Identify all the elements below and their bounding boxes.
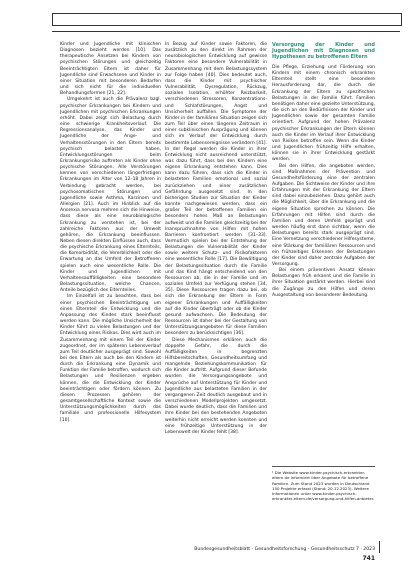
footer-divider <box>379 541 380 553</box>
paragraph: Diese Mechanismen erklären auch die doppelte Gefahr, die durch die Auffälligkeiten in begrenzten Hilfsbereitschaften, Gesundheitsumfang und mangelnde Beziehungskommunikation für die Kinder auftritt. Aufgrund dieser Befunde wurden die Versorgungsangebote und Ansprüche auf Unterstützung für Kinder und Jugendliche aus belasteten Familien in der vergangenen Zeit deutlich ausgebaut und in verschiedenen Modellprojekten umgesetzt. Dabei wurde deutlich, dass die Familien und ihre Kinder bei den bestehenden Angeboten weiterhin nicht erreicht werden konnten und eine frühzeitige Unterstützung in der Lebenswelt der Kinder fehlt [38]. <box>165 337 267 435</box>
paragraph: Bei einem präventiven Ansatz können Belastungen früh erkannt und die Familie in ihrer Situation gestärkt werden. Hierbei sind die Zugänge zu den Hilfen und deren Ausgestaltung von besonderer Bedeutung. <box>272 268 375 298</box>
paragraph: Bei den Hilfen, die angeboten werden, sind Maßnahmen der Prävention und Gesundheitsförderung eine der zentralen Aufgaben. Die Sichtweise der Kinder und ihre Erfahrungen mit der Erkrankung der Eltern sind dabei einzubeziehen. Dazu gehört auch die Möglichkeit, über die Erkrankung und die eigene Situation sprechen zu können. Die Erfahrungen mit Hilfen sind durch die Familien und deren Umfeld geprägt und werden häufig erst dann sichtbar, wenn die Belastungen bereits stark ausgeprägt sind. Eine Vernetzung verschiedener Hilfesysteme, eine Stärkung der familiären Ressourcen und ein frühzeitiges Erkennen der Belastungen der Kinder sind daher zentrale Aufgaben der Versorgung. <box>272 163 375 267</box>
section-heading: Versorgung der Kinder und Jugendlichen mit Diagnosen und Hypothesen zu betroffenen Eltern <box>272 42 375 60</box>
header-rule <box>52 31 400 32</box>
paragraph: In Bezug auf Kinder sowie Faktoren, die zusätzlich zu den direkt im Rahmen der neurobiologischen Entwicklung auf gewisse Faktoren eine besondere Vulnerabilität in Zusammenhang mit dem Belastungssystem zur Folge haben [40]. Dies bedeutet auch, dass die Kinder mit psychischer Vulnerabilität, Dysregulation, Rückzug, sozialen Isolation, erhöhter Reizbarkeit, verschiedenen Stressoren, Konzentrations- und Schlafstörungen, Angst und Unsicherheit auffallen. Die Symptome der Kinder in der familiären Situation zeigen sich zum Teil über einen längeren Zeitraum in einer subklinischen Ausprägung und können sich im Verlauf der Entwicklung durch bestimmte Lebensereignisse verändern [41]. In der Regel werden die Kinder in ihrer Entwicklung nicht ausreichend unterstützt, was dazu führt, dass bei den Kindern eine eigene Erkrankung entstehen kann. Dies kann dazu führen, dass sich die Kinder in belasteten Familien emotional und sozial zurückziehen und einer zusätzlichen Gefährdung ausgesetzt sind. In den bisherigen Studien zur Situation der Kinder konnte nachgewiesen werden, dass ein großer Teil der betroffenen Familien ein besonders hohes Maß an Belastungen aufweist und die Familien gleichzeitig bei der Inanspruchnahme von Hilfen mit hohen Barrieren konfrontiert werden [31–33]. Vermutlich spielen bei der Entstehung der Belastungen die Vulnerabilität der Kinder sowie weitere Schutz- und Risikofaktoren eine wesentliche Rolle [17]. Die Bewältigung der Belastungssituation durch die Familie und das Kind hängt entscheidend von den Ressourcen ab, die in der Familie und im sozialen Umfeld zur Verfügung stehen [34, 35]. Diese Ressourcen tragen dazu bei, ob sich die Erkrankung der Eltern in Form eigener Erkrankungen und Auffälligkeiten auf die Kinder überträgt oder ob die Kinder gesund aufwachsen. Die Bedeutung der Ressourcen ist daher bei der Gestaltung von Unterstützungsangeboten für diese Familien besonders zu berücksichtigen [36]. <box>165 42 267 337</box>
footnote: ¹ Die Website www.kinder-psychisch-erkrankter-eltern.de informiert über Angebote für betroffene Familien. Zum Stand 2023 wurden in Deutschland 150 Projekte erfasst (Stand: 20.12.2023). Weitere Informationen unter www.kinder-psychisch-erkrankter-eltern.de/versorgung-und-hilfen-anbieter. <box>272 466 375 502</box>
paragraph: Kinder und Jugendliche mit klinischen Diagnosen bezieht werden [10]. Das therapeutische Ansetzen bei Kindern von psychischen Störungen und gleichzeitig Beeinträchtigten Eltern ist daher für Jugendliche sind Erwachsene und Kinder in einer Situation mit besonderen Bedarfen und sich nicht für die individuellen Behandlungsformen [21, 22]. <box>60 42 161 97</box>
text-column-3 <box>272 42 375 299</box>
paragraph: Die Pflege, Erziehung und Förderung von Kindern mit einem chronisch erkrankten Elternteil stellt eine besondere Herausforderung dar, die durch die Erkrankung der Eltern zu spezifischen Belastungen in der Familie führt. Familien benötigen daher eine gezielte Unterstützung, die sich an den Bedürfnissen der Kinder und Jugendlichen sowie der gesamten Familie orientiert. Aufgrund der hohen Prävalenz psychischer Erkrankungen der Eltern können auch die Kinder im Verlauf ihrer Entwicklung von Risiken betroffen sein. Wenn die Kinder und Jugendlichen frühzeitig Hilfe erhalten, können sie in ihrer Entwicklung gestärkt werden. <box>272 65 375 163</box>
header-box <box>52 13 402 26</box>
text-column-2 <box>165 42 267 436</box>
paragraph: Im Einzelfall ist zu beachten, dass bei einer psychischen Beeinträchtigung um einen Elternteil die Entwicklung und die Anpassung des Kindes stark beeinflusst werden kann. Die mögliche Unsicherheit der Kinder führt zu vielen Belastungen und der Entwicklung eines Risikos. Dies wird auch im Zusammenhang mit einem Teil der Kinder zugeordnet, der im späteren Lebensverlauf zum Teil deutlicher ausgeprägt sind. Sowohl bei den Eltern als auch bei den Kindern ist durch die Erkrankung eine Dynamik und Funktion der Familie betroffen, wodurch sich Belastungen und Resilienzen ergeben können, die die Entwicklung der Kinder beeinträchtigen oder fördern können. Zu diesen Prozessen gehören der gesamtgesellschaftliche Kontext sowie die Unterstützungsmöglichkeiten durch das familiale und professionelle Hilfesystem [10]. <box>60 294 161 423</box>
text-column-1 <box>60 42 161 424</box>
page-number: 741 <box>362 555 375 562</box>
paragraph: Umgekehrt ist auch die Prävalenz bzgl. psychischer Erkrankungen bei Kindern und Jugendlichen mit psychischen Erkrankungen erhöht. Dabei zeigt sich Belastung durch eine schwierige Krankheitsverlauf. Die Regressionsanalyse, das Kinder und Jugendliche der Ange- und Verhaltensstörungen in den Eltern bereits psychisch belastet haben, Entwicklungsstörungen beim Erkrankungsrisiko auftreten als Kinder ohne psychische Störungen. Alle Verstörungen kennen von verschiedenen längerfristigen Erkrankungen im Alter von 12–18 Jahren in Verbindung gebracht werden, bei psychosomatischen Störungen und Jugendliche sowie Asthma, Karzinom und Allergien [21]. Auch im Hinblick auf die Anorexia nervosa mehren sich die Hinweise, dass diese als eine neurobiologische Erkrankung zu verstehen ist, bei der zahlreiche Faktoren aus der Umwelt gehören, die Erkrankung beeinflussen. Neben diesen direkten Einflüssen auch, dass die psychische Erkrankung eines Elternteils, die Komorbidität, die Vererblichkeit oder die Erwartung an das Umfeld der Betroffenen spielen auch eine wesentliche Rolle. Die Kinder und Jugendlichen mit Verhaltensauffälligkeiten eine besondere Belastungssituation, welche Chancen, Anteile bezüglich des Elternteiles. <box>60 97 161 294</box>
journal-name: Bundesgesundheitsblatt - Gesundheitsforschung - Gesundheitsschutz 7 · 2023 <box>194 547 375 552</box>
